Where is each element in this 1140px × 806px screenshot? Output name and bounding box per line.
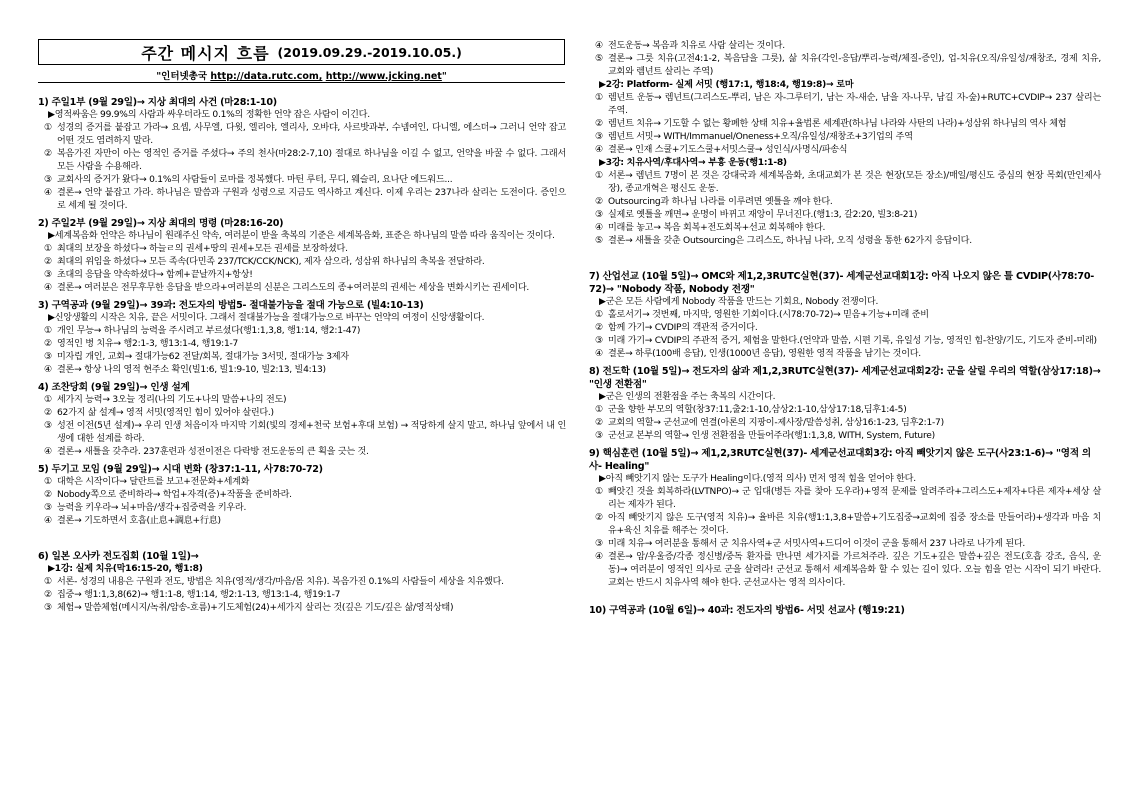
spacer	[589, 252, 1101, 270]
list-item: ④ 결론→ 언약 붙잡고 가라. 하나님은 말씀과 구원과 성령으로 지금도 역사하고 계신다. 이제 우리는 237나라 살리는 도전이다. 증인으로 세계 될 것이다.	[44, 188, 566, 211]
section-heading: 8) 전도학 (10월 5일)→ 전도자의 삶과 제1,2,3RUTC실현(37)- 세계군선교대회2강: 군을 살릴 우리의 역할(삼상17:18)→ "인생 전환점"	[589, 366, 1101, 390]
list-item: ② 62가지 삶 설계→ 영적 서밋(영적인 힘이 있어야 살린다.)	[44, 408, 274, 418]
internet-line	[38, 68, 565, 82]
list-item: ③ 초대의 응답을 약속하셨다→ 함께+끝날까지+항상!	[44, 270, 253, 280]
list-item: ③ 미래 치유→ 여러분을 통해서 군 치유사역+군 서밋사역+드디어 이것이 군을 통해서 237 나라로 나가게 된다.	[595, 539, 1026, 549]
list-item: ① 빼앗긴 것을 회복하라(LVTNPO)→ 군 입대(병든 자를 찾아 도우라)+영적 문제를 알려주라+그리스도+제자+다른 제자+세상 살리는 제자가 된다.	[595, 487, 1101, 510]
lecture-heading: ▶1강: 실제 치유(막16:15-20, 행1:8)	[48, 564, 203, 574]
list-item: ① 세가지 능력→ 3오늘 정리(나의 기도+나의 말씀+나의 전도)	[44, 395, 287, 405]
list-item: ⑤ 결론→ 새틀을 갖춘 Outsourcing은 그리스도, 하나님 나라, 오직 성령을 통한 62가지 응답이다.	[595, 236, 972, 246]
page-title: 주간 메시지 흐름	[141, 43, 270, 63]
section-heading: 9) 핵심훈련 (10월 5일)→ 제1,2,3RUTC실현(37)- 세계군선교대회3강: 아직 빼앗기지 않은 도구(사23:1-6)→ "영적 의사- Healing"	[589, 448, 1091, 472]
list-item: ② 복음가진 자만이 아는 영적인 증거를 주셨다→ 주의 천사(마28:2-7,10) 절대로 하나님을 이길 수 없고, 언약을 바꿀 수 없다. 그래서 모든 사람을 수용해라.	[44, 149, 566, 172]
list-item: ④ 전도운동→ 복음과 치유로 사람 살리는 것이다.	[595, 41, 785, 51]
list-item: ③ 체험→ 말씀체험(메시지/녹취/암송-흐름)+기도체험(24)+세가지 살리는 것(깊은 기도/깊은 삶/영적상태)	[44, 603, 454, 613]
section-lead: ▶신앙생활의 시작은 치유, 끝은 서밋이다. 그래서 절대불가능을 절대가능으로 바꾸는 언약의 여정이 신앙생활이다.	[48, 313, 485, 323]
section-heading: 2) 주일2부 (9월 29일)→ 지상 최대의 명령 (마28:16-20)	[38, 218, 284, 229]
section-heading: 7) 산업선교 (10월 5일)→ OMC와 제1,2,3RUTC실현(37)- 세계군선교대회1강: 아직 나오지 않은 틀 CVDIP(사78:70-72)→ "Nobody 작품, Nobody 전쟁"	[589, 271, 1094, 295]
list-item: ① 군을 향한 부모의 역할(창37:11,출2:1-10,삼상2:1-10,삼상17:18,딤후1:4-5)	[595, 405, 907, 415]
list-item: ③ 능력을 키우라→ 뇌+마음/생각+집중력을 키우라.	[44, 503, 247, 513]
header-rule	[38, 82, 565, 83]
list-item: ④ 결론→ 기도하면서 호흡(止息+調息+行息)	[44, 516, 221, 526]
list-item: ⑤ 결론→ 그릇 치유(고전4:1-2, 복음담을 그릇), 삶 치유(각인-응답/뿌리-능력/체질-증인), 업-치유(오직/유일성/재창조, 경제 치유, 교회와 렘넌트 살리는 주역)	[595, 54, 1101, 77]
list-item: ② 아직 빼앗기지 않은 도구(영적 치유)→ 율바른 치유(행1:1,3,8+말씀+기도집중→교회에 집중 장소를 만들어라)+생각과 마음 치유+육신 치유를 해주는 것이다.	[595, 513, 1101, 536]
list-item: ① 렘넌트 운동→ 렘넌트(그리스도-뿌리, 남은 자-그루터기, 남는 자-새순, 남을 자-나무, 남길 자-숲)+RUTC+CVDIP→ 237 살리는 주역.	[595, 93, 1101, 116]
list-item: ② 함께 가기→ CVDIP의 객관적 증거이다.	[595, 323, 758, 333]
list-item: ① 최대의 보장을 하셨다→ 하늘ㄹ의 권세+땅의 권세+모든 권세를 보장하셨다.	[44, 244, 348, 254]
list-item: ① 홀로서기→ 것번째, 마지막, 영원한 기회이다.(시78:70-72)→ 믿음+기능+미래 준비	[595, 310, 929, 320]
list-item: ④ 결론→ 새틀을 갖추라. 237훈련과 성전이전은 다락방 전도운동의 큰 획을 긋는 것.	[44, 447, 369, 457]
list-item: ① 대학은 시작이다→ 달란트를 보고+전문화+세계화	[44, 477, 250, 487]
list-item: ② Nobody쪽으로 준비하라→ 학업+자격(증)+작품을 준비하라.	[44, 490, 292, 500]
list-item: ② 영적인 병 치유→ 행2:1-3, 행13:1-4, 행19:1-7	[44, 339, 239, 349]
section-heading: 4) 조찬당회 (9월 29일)→ 인생 설계	[38, 382, 190, 393]
section-lead: ▶영적싸움은 99.9%의 사람과 싸우더라도 0.1%의 정확한 언약 잡은 사람이 이긴다.	[48, 110, 370, 120]
list-item: ② 최대의 위임을 하셨다→ 모든 족속(다민족 237/TCK/CCK/NCK), 제자 삼으라, 성삼위 하나님의 축복을 전달하라.	[44, 257, 485, 267]
list-item: ① 개인 무능→ 하나님의 능력을 주시려고 부르셨다(행1:1,3,8, 행1:14, 행2:1-47)	[44, 326, 361, 336]
list-item: ④ 결론→ 여러분은 전무후무한 응답을 받으라+여러분의 신분은 그리스도의 종+여러분의 권세는 세상을 변화시키는 권세이다.	[44, 283, 529, 293]
list-item: ④ 결론→ 하루(100배 응답), 인생(1000년 응답), 영원한 영적 작품을 남기는 것이다.	[595, 349, 921, 359]
list-item: ③ 미자립 개인, 교회→ 절대가능62 전달/회복, 절대가능 3서밋, 절대가능 3제자	[44, 352, 349, 362]
section-heading: 5) 두기고 모임 (9월 29일)→ 시대 변화 (창37:1-11, 사78:70-72)	[38, 464, 323, 475]
spacer	[38, 532, 566, 550]
title-dates: (2019.09.29.-2019.10.05.)	[277, 44, 462, 60]
section-6-continued	[589, 40, 1101, 248]
section-1	[38, 96, 566, 213]
title-box	[38, 39, 565, 65]
list-item: ③ 군선교 본부의 역할→ 인생 전환점을 만들어주라(행1:1,3,8, WITH, System, Future)	[595, 431, 935, 441]
section-heading: 1) 주일1부 (9월 29일)→ 지상 최대의 사건 (마28:1-10)	[38, 97, 277, 108]
net-prefix: "인터넷총국	[156, 71, 208, 82]
section-9	[589, 447, 1101, 590]
left-column	[38, 96, 566, 619]
list-item: ④ 결론→ 암/우울증/각종 정신병/중독 환자를 만나면 세가지를 가르쳐주라. 깊은 기도+깊은 말씀+깊은 전도(호흡 강조, 음식, 운동)→ 여러분이 영적인 의사로 군을 살려라! 군선교 통해서 세계복음화 할 수 있는 길이 있다. 오늘 힘을 얻는 시작이 되기 바란다. 교회는 반드시 치유사역 해야 한다. 군선교사는 영적 의사이다.	[595, 552, 1101, 588]
section-3	[38, 299, 566, 377]
section-10	[589, 604, 1101, 617]
list-item: ④ 결론→ 항상 나의 영적 현주소 확인(빌1:6, 빌1:9-10, 빌2:13, 빌4:13)	[44, 365, 326, 375]
section-7	[589, 270, 1101, 361]
lecture-heading: ▶3강: 치유사역/후대사역→ 부흥 운동(행1:1-8)	[599, 158, 787, 168]
section-lead: ▶군은 인생의 전환점을 주는 축복의 시간이다.	[599, 392, 776, 402]
section-6	[38, 550, 566, 615]
section-5	[38, 463, 566, 528]
section-lead: ▶아직 빼앗기지 않는 도구가 Healing이다.(영적 의사) 먼저 영적 힘을 얻어야 한다.	[599, 474, 916, 484]
list-item: ③ 미래 가기→ CVDIP의 주관적 증거, 체험을 말한다.(언약과 말씀, 시편 기록, 유일성 기능, 영적인 힘-찬양/기도, 기도자 준비-미래)	[595, 336, 1097, 346]
list-item: ① 서론- 성경의 내용은 구원과 전도, 방법은 치유(영적/생각/마음/몸 치유). 복음가진 0.1%의 사람들이 세상을 치유했다.	[44, 577, 504, 587]
spacer	[589, 594, 1101, 604]
list-item: ② 렘넌트 치유→ 기도할 수 없는 황폐한 상태 치유+율법론 세계관(하나님 나라와 사탄의 나라)+성삼위 하나님의 역사 체험	[595, 119, 1067, 129]
section-heading: 3) 구역공과 (9월 29일)→ 39과: 전도자의 방법5- 절대불가능을 절대 가능으로 (빌4:10-13)	[38, 300, 424, 311]
section-heading: 10) 구역공과 (10월 6일)→ 40과: 전도자의 방법6- 서밋 선교사 (행19:21)	[589, 605, 905, 616]
list-item: ① 성경의 증거를 붙잡고 가라→ 요셉, 사무엘, 다윗, 엘리야, 엘리사, 오바댜, 사르밧과부, 수넴여인, 다니엘, 에스더→ 그러니 언약 잡고 어떤 것도 염려하지 말라.	[44, 123, 566, 146]
list-item: ③ 실제로 옛틀을 깨면→ 운명이 바뀌고 재앙이 무너진다.(행1:3, 갈2:20, 빌3:8-21)	[595, 210, 918, 220]
list-item: ② Outsourcing과 하나님 나라를 이루려면 옛틀을 깨야 한다.	[595, 197, 833, 207]
list-item: ③ 렘넌트 서밋→ WITH/Immanuel/Oneness+오직/유일성/재창조+3기업의 주역	[595, 132, 913, 142]
list-item: ③ 성전 이전(5년 설계)→ 우리 인생 처음이자 마지막 기회(빛의 경제+천국 보험+후대 보험) → 적당하게 살지 말고, 하나님 앞에서 내 인생에 대한 설계를 하라.	[44, 421, 566, 444]
net-suffix: "	[441, 71, 447, 82]
right-column	[589, 40, 1101, 621]
lecture-heading: ▶2강: Platform- 실제 서밋 (행17:1, 행18:4, 행19:8)→ 로마	[599, 80, 854, 90]
section-8	[589, 365, 1101, 443]
link-data-rutc[interactable]: http://data.rutc.com,	[210, 71, 323, 82]
list-item: ③ 교회사의 증거가 왔다→ 0.1%의 사람들이 로마를 정복했다. 마틴 루터, 무디, 웨슬리, 요나단 에드워드...	[44, 175, 453, 185]
link-jcking[interactable]: http://www.jcking.net	[325, 71, 442, 82]
section-lead: ▶군은 모든 사람에게 Nobody 작품을 만드는 기회요, Nobody 전쟁이다.	[599, 297, 879, 307]
section-4	[38, 381, 566, 459]
section-heading: 6) 일본 오사카 전도집회 (10월 1일)→	[38, 551, 199, 562]
section-2	[38, 217, 566, 295]
list-item: ① 서론→ 렘넌트 7명이 본 것은 강대국과 세계복음화, 초대교회가 본 것은 현장(모든 장소)/매일/평신도 중심의 현장 목회(만인제사장), 종교개혁은 평신도 운동.	[595, 171, 1101, 194]
list-item: ④ 미래를 놓고→ 복음 회복+전도회복+선교 회복해야 한다.	[595, 223, 826, 233]
list-item: ④ 결론→ 인재 스쿨+기도스쿨+서밋스쿨→ 성인식/사명식/파송식	[595, 145, 848, 155]
section-lead: ▶세계복음화 언약은 하나님이 원래주신 약속, 여러분이 받을 축복의 기준은 세계복음화, 표준은 하나님의 말씀 따라 움직이는 것이다.	[48, 231, 555, 241]
list-item: ② 교회의 역할→ 군선교에 연결(아론의 지팡이-제사장/말씀성취, 삼상16:1-23, 딤후2:1-7)	[595, 418, 944, 428]
list-item: ② 집중→ 행1:1,3,8(62)→ 행1:1-8, 행1:14, 행2:1-13, 행13:1-4, 행19:1-7	[44, 590, 341, 600]
